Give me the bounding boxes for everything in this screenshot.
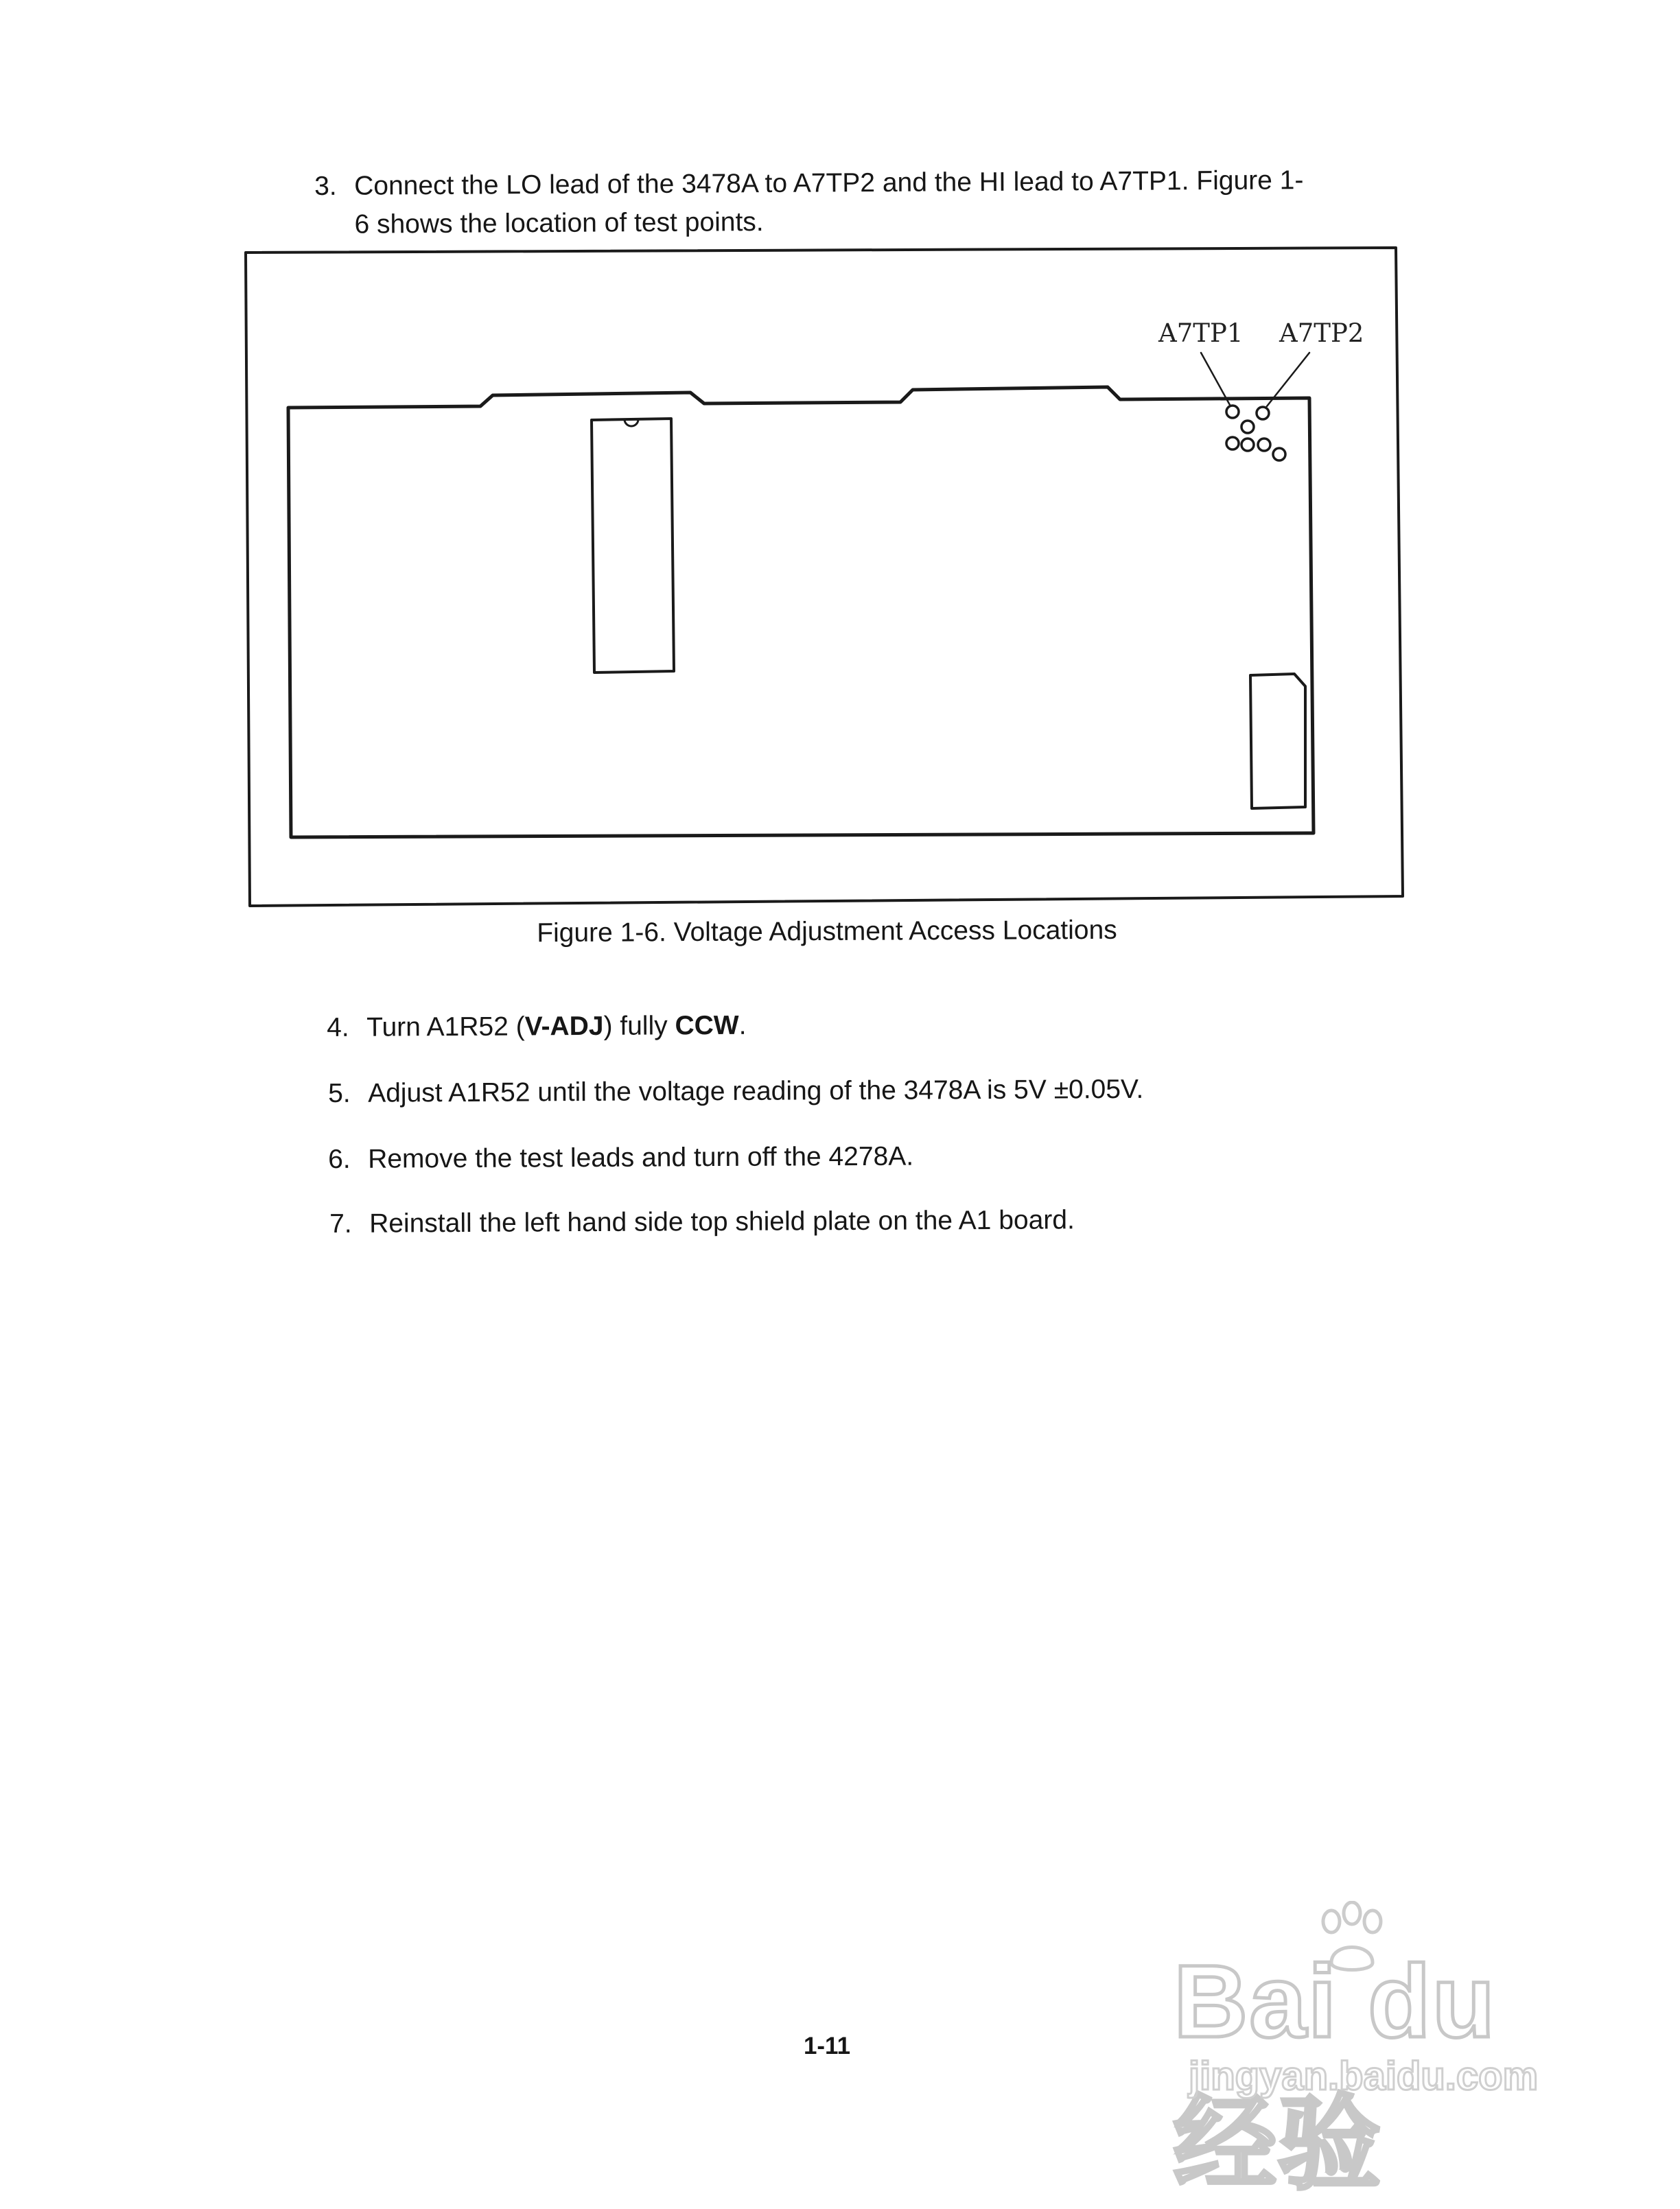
- connector-block: [1250, 674, 1305, 808]
- step-number: 3.: [314, 171, 337, 201]
- test-point: [1241, 439, 1254, 451]
- test-point: [1241, 421, 1254, 433]
- test-point-a7tp2: [1257, 407, 1269, 419]
- step-text: .: [738, 1010, 747, 1040]
- step-6: [328, 1138, 913, 1179]
- circuit-board-outline: [288, 387, 1314, 837]
- step-text: ) fully: [603, 1011, 675, 1041]
- step-text: Connect the LO lead of the 3478A to A7TP2 and the HI lead to A7TP1. Figure 1-: [354, 165, 1304, 201]
- step-text-bold: CCW: [675, 1010, 739, 1041]
- test-point: [1273, 448, 1285, 460]
- label-a7tp2: A7TP2: [1279, 318, 1364, 348]
- step-text-bold: V-ADJ: [524, 1011, 604, 1042]
- figure-caption: Figure 1-6. Voltage Adjustment Access Locations: [537, 915, 1117, 948]
- test-point: [1226, 437, 1239, 449]
- page-number: 1-11: [803, 2033, 851, 2059]
- step-7: [329, 1201, 1075, 1243]
- baidu-watermark: [1174, 1901, 1585, 2201]
- test-point-a7tp1: [1226, 406, 1239, 418]
- test-point: [1258, 439, 1270, 451]
- step-text: Remove the test leads and turn off the 4278A.: [368, 1141, 914, 1174]
- ic-chip: [592, 419, 674, 673]
- watermark-brand: Bai du 经验: [1174, 1943, 1497, 2201]
- step-4: [327, 1007, 747, 1047]
- step-number: 7.: [329, 1208, 352, 1239]
- watermark-url: jingyan.baidu.com: [1189, 2054, 1539, 2099]
- label-a7tp1: A7TP1: [1158, 318, 1244, 348]
- step-text: Adjust A1R52 until the voltage reading of the 3478A is 5V ±0.05V.: [368, 1074, 1144, 1108]
- step-number: 5.: [328, 1078, 351, 1108]
- step-text: Reinstall the left hand side top shield plate on the A1 board.: [369, 1205, 1075, 1239]
- step-number: 4.: [327, 1012, 349, 1042]
- step-number: 6.: [328, 1144, 351, 1174]
- step-5: [328, 1071, 1143, 1113]
- step-text-continued: 6 shows the location of test points.: [354, 207, 764, 239]
- step-text: Turn A1R52 (: [366, 1012, 525, 1042]
